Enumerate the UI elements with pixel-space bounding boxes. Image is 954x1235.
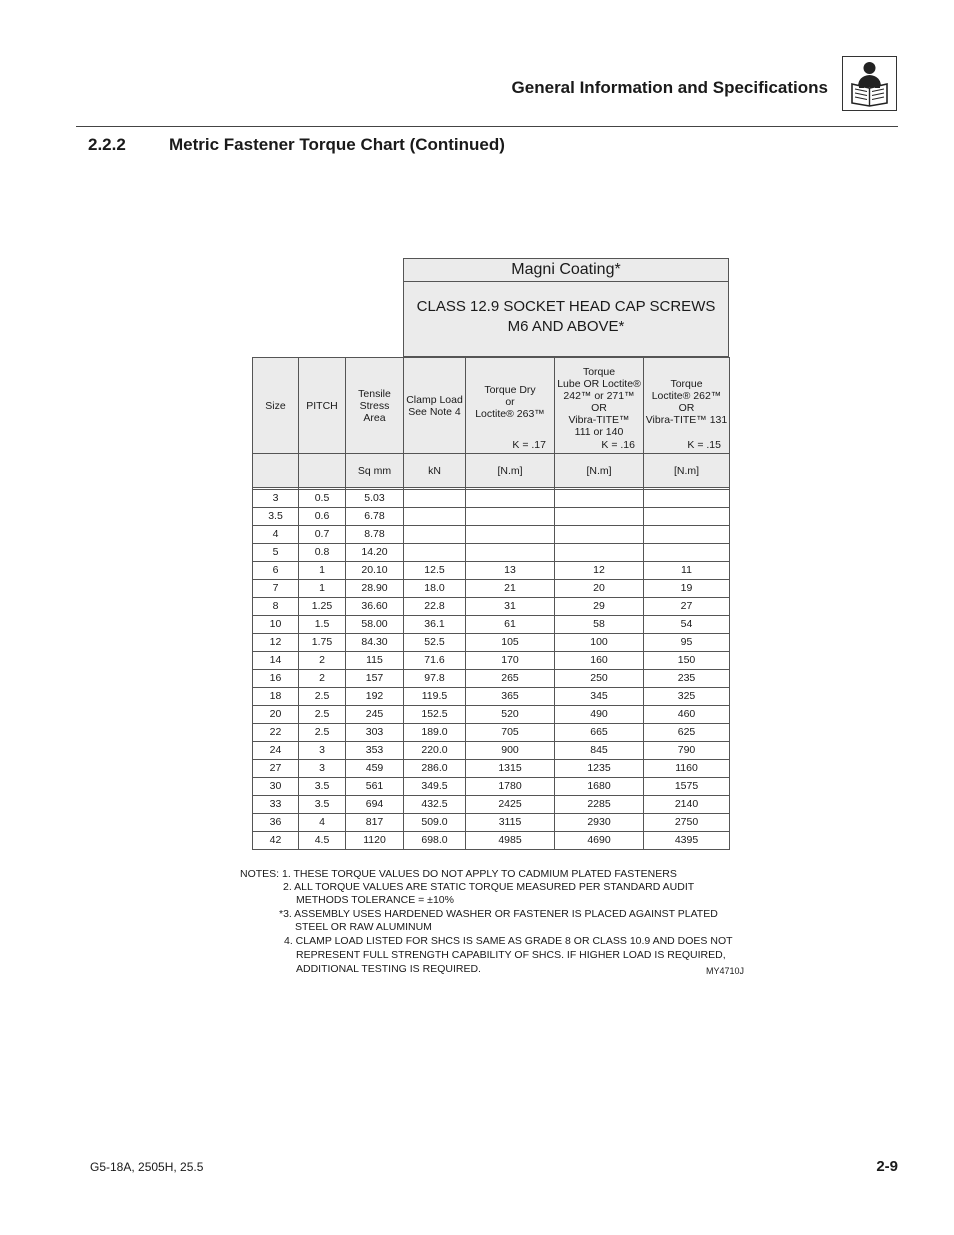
table-cell: 2.5 <box>299 706 346 724</box>
table-cell: 303 <box>346 724 404 742</box>
unit-cell: Sq mm <box>346 454 404 488</box>
column-header-label <box>404 394 465 418</box>
table-cell: 1575 <box>644 778 730 796</box>
note-line: 4. CLAMP LOAD LISTED FOR SHCS IS SAME AS GRADE 8 OR CLASS 10.9 AND DOES NOT <box>284 935 733 947</box>
k-factor-label: K = .17 <box>512 439 546 451</box>
table-cell: 790 <box>644 742 730 760</box>
coating-title: Magni Coating* <box>404 259 728 282</box>
table-cell <box>644 526 730 544</box>
table-cell: 54 <box>644 616 730 634</box>
coating-subtitle <box>404 297 728 337</box>
table-cell <box>555 526 644 544</box>
table-cell <box>555 508 644 526</box>
table-cell: 1160 <box>644 760 730 778</box>
table-cell: 157 <box>346 670 404 688</box>
table-cell: 8.78 <box>346 526 404 544</box>
table-cell: 460 <box>644 706 730 724</box>
table-cell: 1 <box>299 580 346 598</box>
unit-cell <box>299 454 346 488</box>
k-factor-label: K = .15 <box>687 439 721 451</box>
table-row <box>253 778 730 796</box>
column-header-line: Stress <box>359 399 390 412</box>
table-row <box>253 526 730 544</box>
table-cell: 170 <box>466 652 555 670</box>
column-header-label <box>299 400 345 412</box>
table-cell: 14 <box>253 652 299 670</box>
table-cell: 36 <box>253 814 299 832</box>
table-cell: 625 <box>644 724 730 742</box>
table-cell: 1780 <box>466 778 555 796</box>
column-header-line: or <box>505 395 515 408</box>
column-header-line: Size <box>265 399 286 412</box>
table-cell: 160 <box>555 652 644 670</box>
table-cell: 22 <box>253 724 299 742</box>
table-cell: 42 <box>253 832 299 850</box>
table-cell: 100 <box>555 634 644 652</box>
table-cell: 2285 <box>555 796 644 814</box>
table-row <box>253 580 730 598</box>
table-row <box>253 724 730 742</box>
table-cell: 4395 <box>644 832 730 850</box>
table-cell: 509.0 <box>404 814 466 832</box>
table-cell: 28.90 <box>346 580 404 598</box>
table-cell: 7 <box>253 580 299 598</box>
note-line: REPRESENT FULL STRENGTH CAPABILITY OF SHCS. IF HIGHER LOAD IS REQUIRED, <box>296 949 726 961</box>
column-header-label <box>466 384 554 420</box>
column-header-line: Tensile <box>358 387 391 400</box>
table-row <box>253 688 730 706</box>
table-cell: 36.1 <box>404 616 466 634</box>
note-line: ADDITIONAL TESTING IS REQUIRED. <box>296 963 481 975</box>
table-cell: 325 <box>644 688 730 706</box>
table-cell: 2425 <box>466 796 555 814</box>
column-header-label <box>644 378 729 426</box>
table-cell: 4690 <box>555 832 644 850</box>
column-header-line: Loctite® 263™ <box>475 407 545 420</box>
table-cell: 22.8 <box>404 598 466 616</box>
table-cell: 2.5 <box>299 724 346 742</box>
note-line: 2. ALL TORQUE VALUES ARE STATIC TORQUE MEASURED PER STANDARD AUDIT <box>283 881 695 893</box>
table-cell: 33 <box>253 796 299 814</box>
table-cell: 71.6 <box>404 652 466 670</box>
table-cell: 150 <box>644 652 730 670</box>
table-cell: 29 <box>555 598 644 616</box>
column-header-label <box>555 366 643 438</box>
table-cell: 52.5 <box>404 634 466 652</box>
table-cell: 24 <box>253 742 299 760</box>
table-cell: 58 <box>555 616 644 634</box>
table-cell: 27 <box>644 598 730 616</box>
table-cell <box>404 544 466 562</box>
table-row <box>253 742 730 760</box>
table-cell: 1.5 <box>299 616 346 634</box>
table-cell <box>466 544 555 562</box>
table-cell: 1680 <box>555 778 644 796</box>
column-header-line: Area <box>363 411 386 424</box>
table-cell: 4985 <box>466 832 555 850</box>
unit-header-row <box>253 454 730 488</box>
table-cell <box>466 490 555 508</box>
table-cell: 698.0 <box>404 832 466 850</box>
table-cell: 365 <box>466 688 555 706</box>
note-line: METHODS TOLERANCE = ±10% <box>296 894 454 906</box>
table-cell: 245 <box>346 706 404 724</box>
column-header-line: Vibra-TITE™ 131 <box>645 413 728 426</box>
table-cell: 520 <box>466 706 555 724</box>
table-row <box>253 670 730 688</box>
coating-subtitle-line: M6 AND ABOVE* <box>507 318 625 335</box>
column-header-line: Clamp Load <box>406 393 463 406</box>
table-cell <box>404 490 466 508</box>
table-cell: 349.5 <box>404 778 466 796</box>
table-cell: 61 <box>466 616 555 634</box>
column-header <box>346 358 404 454</box>
column-header-line: Torque <box>582 365 616 378</box>
header-divider <box>76 126 898 127</box>
table-cell: 3.5 <box>299 796 346 814</box>
table-cell: 353 <box>346 742 404 760</box>
table-row <box>253 544 730 562</box>
table-cell: 21 <box>466 580 555 598</box>
column-header-line: PITCH <box>306 399 338 412</box>
table-cell: 459 <box>346 760 404 778</box>
table-cell: 36.60 <box>346 598 404 616</box>
figure-code: MY4710J <box>706 966 745 976</box>
table-cell: 2 <box>299 670 346 688</box>
unit-cell: [N.m] <box>466 454 555 488</box>
table-cell: 2 <box>299 652 346 670</box>
table-cell: 3 <box>253 490 299 508</box>
table-cell: 2.5 <box>299 688 346 706</box>
table-cell: 18 <box>253 688 299 706</box>
note-line: *3. ASSEMBLY USES HARDENED WASHER OR FASTENER IS PLACED AGAINST PLATED <box>279 908 718 920</box>
table-cell: 58.00 <box>346 616 404 634</box>
table-cell <box>644 544 730 562</box>
table-cell: 6 <box>253 562 299 580</box>
table-cell: 119.5 <box>404 688 466 706</box>
column-header <box>466 358 555 454</box>
table-cell: 31 <box>466 598 555 616</box>
coating-header-box <box>403 258 729 357</box>
unit-cell: [N.m] <box>644 454 730 488</box>
table-cell: 3.5 <box>253 508 299 526</box>
table-cell: 2930 <box>555 814 644 832</box>
unit-cell <box>253 454 299 488</box>
table-cell: 6.78 <box>346 508 404 526</box>
table-cell: 4.5 <box>299 832 346 850</box>
column-header-label <box>253 400 298 412</box>
unit-cell: kN <box>404 454 466 488</box>
table-row <box>253 652 730 670</box>
table-cell: 20.10 <box>346 562 404 580</box>
table-cell: 665 <box>555 724 644 742</box>
table-cell <box>404 526 466 544</box>
table-cell: 250 <box>555 670 644 688</box>
table-row <box>253 490 730 508</box>
table-cell: 97.8 <box>404 670 466 688</box>
table-cell: 5 <box>253 544 299 562</box>
table-cell: 12 <box>555 562 644 580</box>
column-header <box>299 358 346 454</box>
torque-table <box>252 357 730 850</box>
table-cell: 235 <box>644 670 730 688</box>
table-cell: 2750 <box>644 814 730 832</box>
section-number: 2.2.2 <box>88 135 126 154</box>
table-cell: 345 <box>555 688 644 706</box>
footer-model-info: G5-18A, 2505H, 25.5 <box>90 1160 204 1174</box>
table-row <box>253 508 730 526</box>
table-cell: 192 <box>346 688 404 706</box>
manual-reader-icon <box>842 56 897 111</box>
table-cell: 1120 <box>346 832 404 850</box>
table-cell: 220.0 <box>404 742 466 760</box>
table-cell: 3 <box>299 742 346 760</box>
table-cell: 30 <box>253 778 299 796</box>
table-cell: 152.5 <box>404 706 466 724</box>
table-cell: 4 <box>299 814 346 832</box>
column-header <box>555 358 644 454</box>
table-cell: 1315 <box>466 760 555 778</box>
table-row <box>253 616 730 634</box>
table-cell: 265 <box>466 670 555 688</box>
column-header-line: Torque <box>670 377 703 390</box>
table-cell: 0.7 <box>299 526 346 544</box>
table-cell <box>555 544 644 562</box>
table-cell: 286.0 <box>404 760 466 778</box>
table-cell: 432.5 <box>404 796 466 814</box>
table-cell: 11 <box>644 562 730 580</box>
table-cell: 18.0 <box>404 580 466 598</box>
column-header-line: Torque Dry <box>484 383 536 396</box>
table-cell: 694 <box>346 796 404 814</box>
column-header-label <box>346 388 403 424</box>
page-header-title: General Information and Specifications <box>511 78 828 97</box>
column-header-line: OR <box>678 401 695 414</box>
k-factor-label: K = .16 <box>601 439 635 451</box>
column-header <box>253 358 299 454</box>
table-cell: 10 <box>253 616 299 634</box>
column-header-line: Lube OR Loctite® <box>557 377 641 390</box>
coating-subtitle-line: CLASS 12.9 SOCKET HEAD CAP SCREWS <box>416 298 716 315</box>
table-cell: 5.03 <box>346 490 404 508</box>
table-cell <box>404 508 466 526</box>
table-cell: 817 <box>346 814 404 832</box>
table-cell: 12.5 <box>404 562 466 580</box>
table-cell: 19 <box>644 580 730 598</box>
table-cell: 20 <box>253 706 299 724</box>
table-cell: 1235 <box>555 760 644 778</box>
table-row <box>253 832 730 850</box>
table-cell: 12 <box>253 634 299 652</box>
table-cell: 0.8 <box>299 544 346 562</box>
table-row <box>253 634 730 652</box>
column-header-line: OR <box>591 401 607 414</box>
table-body <box>253 490 730 850</box>
table-cell: 13 <box>466 562 555 580</box>
column-header-line: Loctite® 262™ <box>651 389 722 402</box>
table-cell: 105 <box>466 634 555 652</box>
column-header-line: 242™ or 271™ <box>563 389 635 402</box>
table-cell: 4 <box>253 526 299 544</box>
table-cell <box>644 490 730 508</box>
column-header-line: See Note 4 <box>408 405 461 418</box>
table-cell: 14.20 <box>346 544 404 562</box>
table-cell: 189.0 <box>404 724 466 742</box>
note-line: NOTES: 1. THESE TORQUE VALUES DO NOT APPLY TO CADMIUM PLATED FASTENERS <box>240 868 677 880</box>
table-cell <box>466 526 555 544</box>
table-cell: 16 <box>253 670 299 688</box>
table-cell <box>555 490 644 508</box>
table-cell: 1.75 <box>299 634 346 652</box>
table-row <box>253 598 730 616</box>
table-cell: 3.5 <box>299 778 346 796</box>
page-number: 2-9 <box>876 1158 898 1175</box>
table-cell: 0.5 <box>299 490 346 508</box>
unit-cell: [N.m] <box>555 454 644 488</box>
table-cell: 705 <box>466 724 555 742</box>
table-cell: 20 <box>555 580 644 598</box>
section-title: Metric Fastener Torque Chart (Continued) <box>169 135 505 154</box>
table-row <box>253 796 730 814</box>
table-cell: 490 <box>555 706 644 724</box>
table-cell: 115 <box>346 652 404 670</box>
table-row <box>253 706 730 724</box>
table-cell: 95 <box>644 634 730 652</box>
table-cell: 845 <box>555 742 644 760</box>
table-cell: 0.6 <box>299 508 346 526</box>
note-line: STEEL OR RAW ALUMINUM <box>295 921 432 933</box>
table-row <box>253 760 730 778</box>
table-cell: 1.25 <box>299 598 346 616</box>
column-header-row <box>253 358 730 454</box>
column-header <box>644 358 730 454</box>
table-cell: 1 <box>299 562 346 580</box>
table-cell: 2140 <box>644 796 730 814</box>
table-cell: 27 <box>253 760 299 778</box>
table-cell: 561 <box>346 778 404 796</box>
table-cell: 3115 <box>466 814 555 832</box>
table-cell <box>644 508 730 526</box>
table-cell: 900 <box>466 742 555 760</box>
table-cell: 3 <box>299 760 346 778</box>
column-header-line: Vibra-TITE™ <box>568 413 630 426</box>
table-row <box>253 814 730 832</box>
table-cell: 84.30 <box>346 634 404 652</box>
column-header <box>404 358 466 454</box>
table-cell <box>466 508 555 526</box>
table-cell: 8 <box>253 598 299 616</box>
table-row <box>253 562 730 580</box>
column-header-line: 111 or 140 <box>574 425 624 438</box>
